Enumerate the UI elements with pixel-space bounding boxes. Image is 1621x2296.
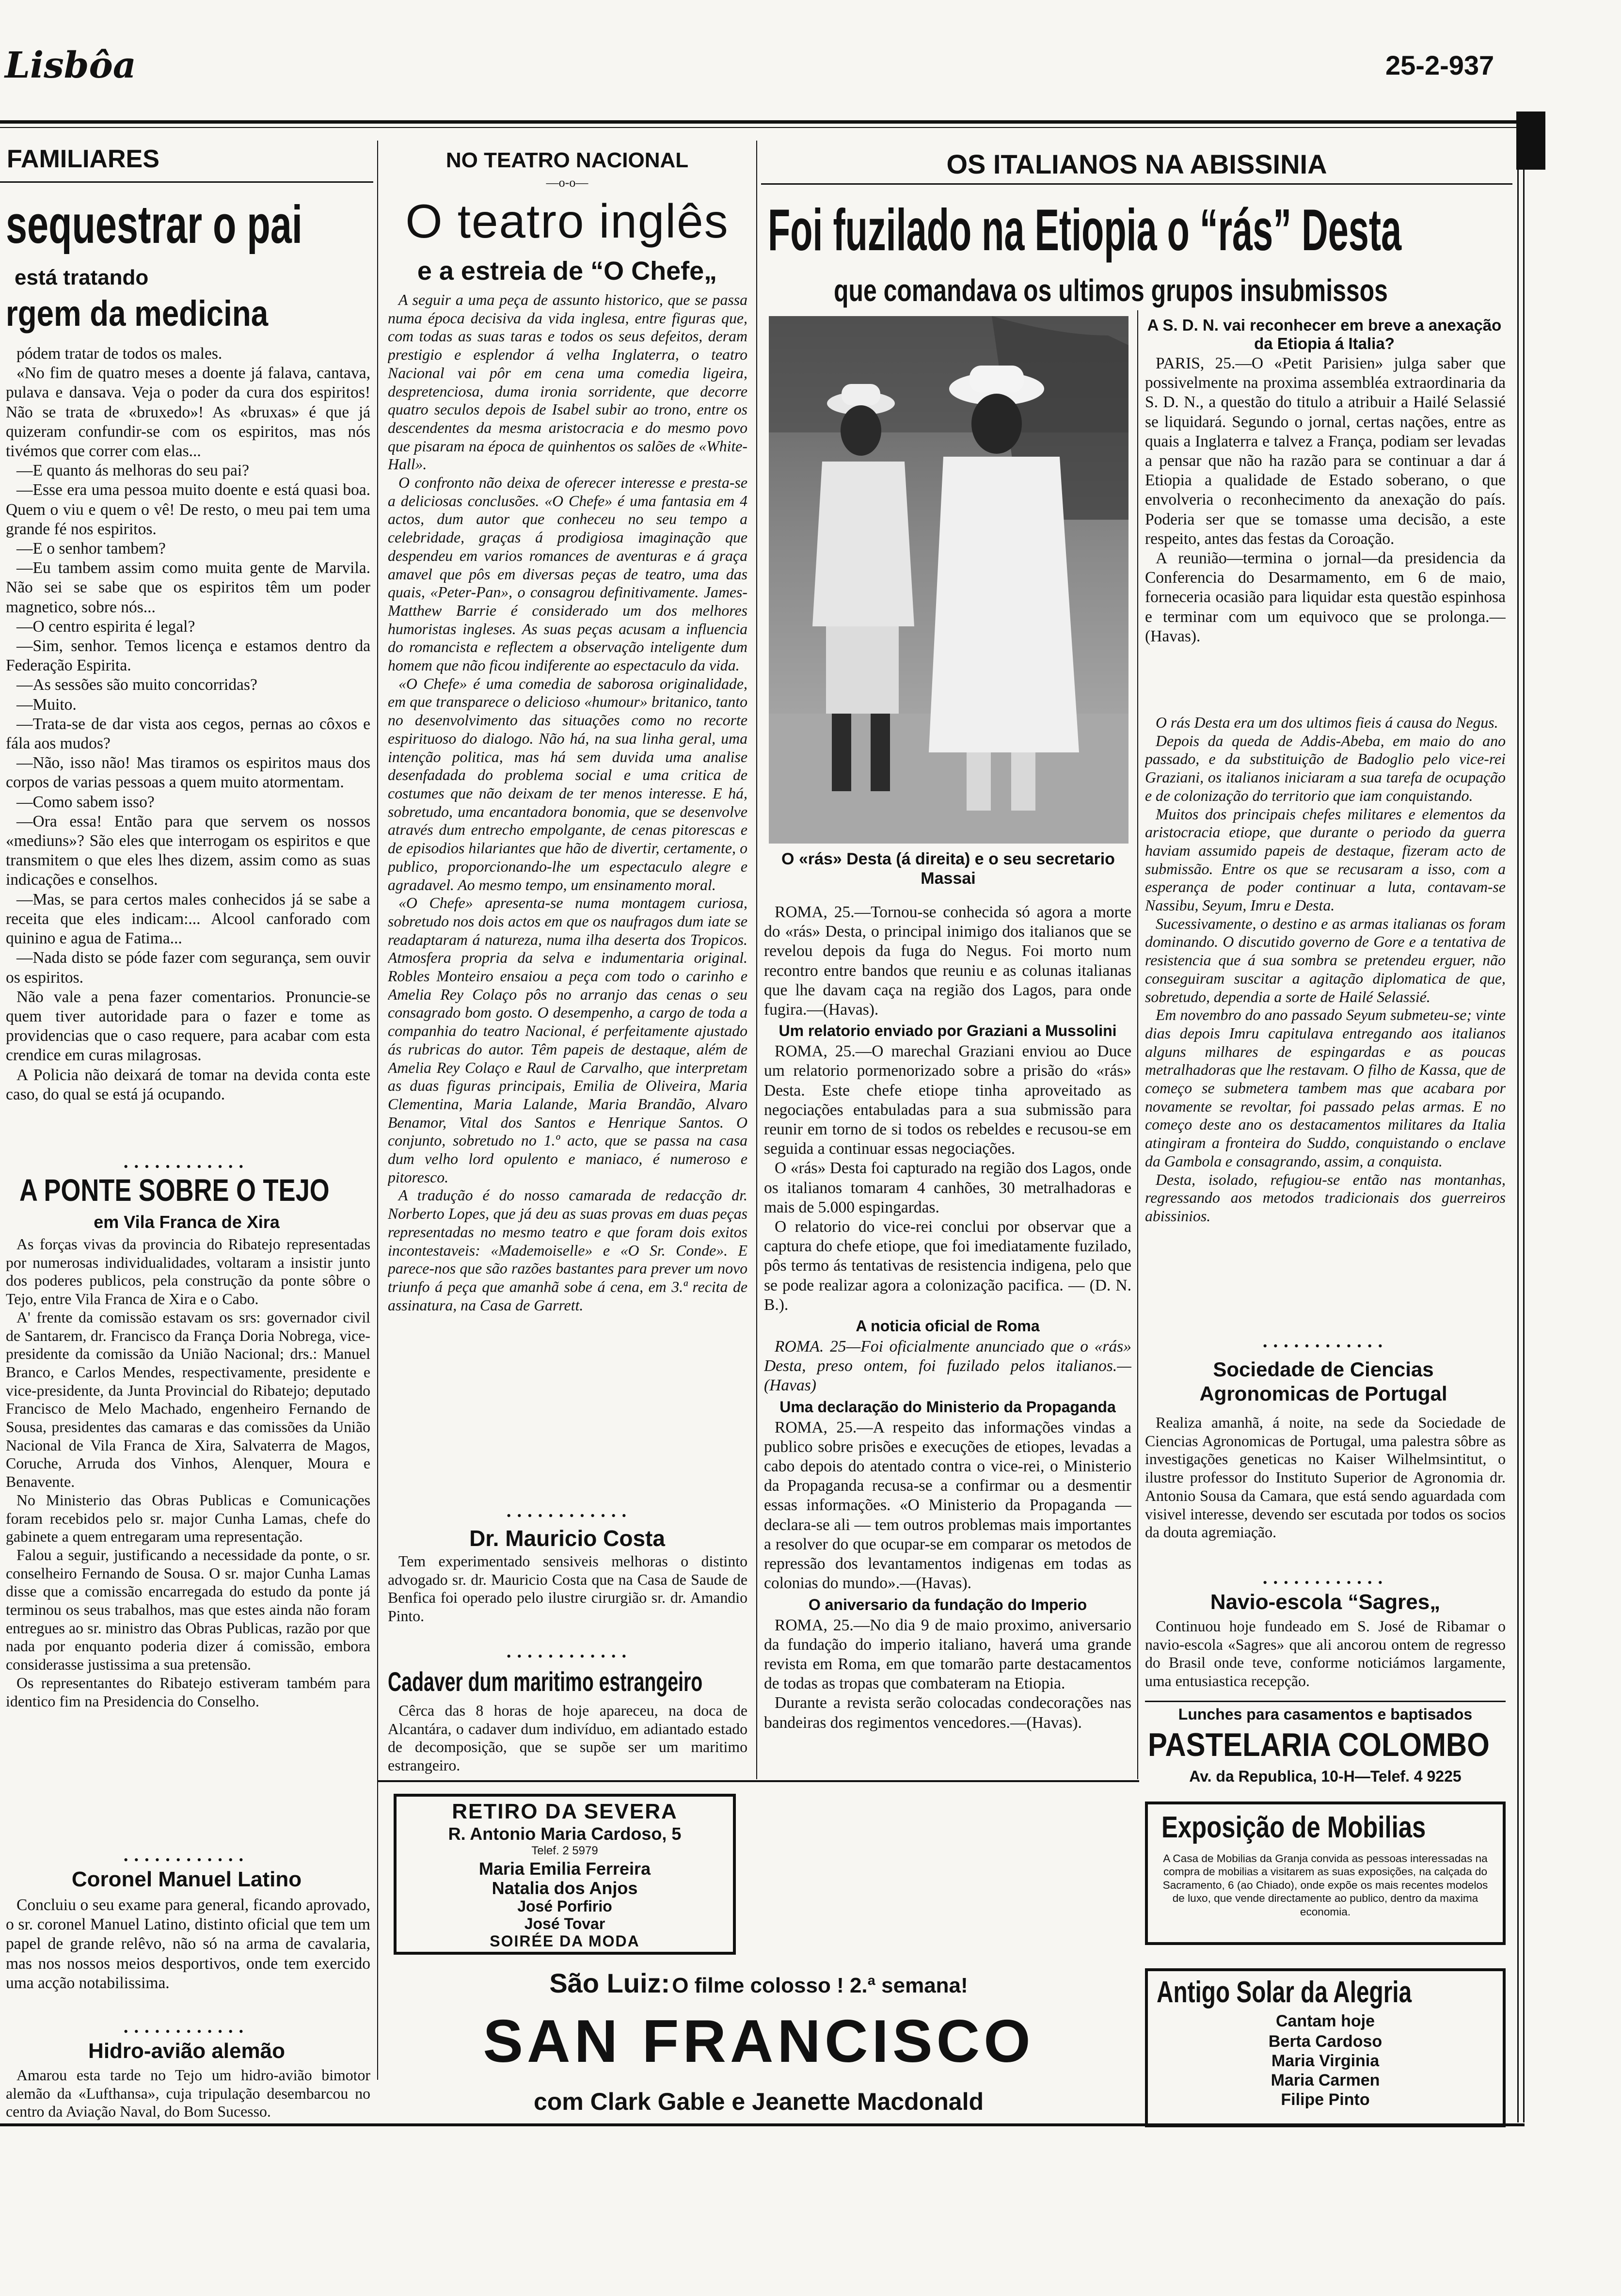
expo-title: Exposição de Mobilias: [1161, 1811, 1426, 1844]
paragraph: Em novembro do ano passado Seyum submeteu-se; vinte dias depois Imru capitulava entregando aos italianos alguns milhares de espingardas e as poucas metralhadoras que lhe restavam. O filho de Kassa, que de começo se submetera tambem mas que acabara por novamente se revoltar, foi passado pelas armas. E no começo deste ano os destacamentos militares da Italia atingiram a fronteira do Suddo, conquistando o enclave da Gambola e consagrando, assim, a conquista.: [1145, 1006, 1506, 1170]
ponte-title: A PONTE SOBRE O TEJO: [19, 1173, 330, 1208]
col-rule-1: [377, 141, 378, 2080]
paragraph: O «rás» Desta foi capturado na região dos Lagos, onde os italianos tomaram 4 canhões, 30 metralhadoras e mais de 5.000 espingardas.: [764, 1159, 1131, 1216]
subhead: Um relatorio enviado por Graziani a Mussolini: [779, 1022, 1117, 1040]
ornament: • • • • • • • • • • • •: [507, 1649, 628, 1663]
right-border-2: [1523, 120, 1525, 2122]
col2-subtitle: e a estreia de “O Chefe„: [417, 256, 717, 286]
ad-name: José Porfirio: [517, 1897, 612, 1915]
col3-subtitle: que comandava os ultimos grupos insubmissos: [834, 273, 1388, 308]
col4-head: A S. D. N. vai reconhecer em breve a anexação da Etiopia á Italia?: [1147, 316, 1502, 352]
col3-title: Foi fuzilado na Etiopia o “rás” Desta: [768, 197, 1402, 263]
solar-title: Antigo Solar da Alegria: [1157, 1976, 1412, 2009]
paragraph: Tem experimentado sensiveis melhoras o distinto advogado sr. dr. Mauricio Costa que na Casa de Saude de Benfica foi operado pelo ilustre cirurgião sr. dr. Amandio Pinto.: [388, 1553, 747, 1625]
paragraph: Continuou hoje fundeado em S. José de Ribamar o navio-escola «Sagres» que ali ancorou ontem de regresso do Brasil onde teve, conforme noticiámos largamente, uma entusiastica recepção.: [1145, 1618, 1506, 1690]
paragraph: —Muito.: [16, 695, 77, 714]
ornament: • • • • • • • • • • • •: [507, 1509, 628, 1523]
col3-article: [764, 903, 1131, 1780]
teatro-article: [388, 291, 747, 1513]
paragraph: Cêrca das 8 horas de hoje apareceu, na doca de Alcantára, o cadaver dum indivíduo, em adiantado estado de decomposição, que se supõe ser um maritimo estrangeiro.: [388, 1702, 747, 1774]
solar-title-wrap: [1157, 1975, 1488, 2009]
ornament: • • • • • • • • • • • •: [124, 1160, 245, 1174]
right-border: [1517, 120, 1519, 2122]
paragraph: —Esse era uma pessoa muito doente e está quasi boa. Quem o viu e quem o vê! De resto, o meu pai tem uma grande fé nos espiritos.: [6, 481, 370, 538]
col1-article: [6, 344, 370, 1168]
bottom-ad-title: SAN FRANCISCO: [483, 2008, 1034, 2075]
bottom-ad-rule: [378, 1780, 1139, 1782]
col4-italic-article: [1145, 714, 1506, 1339]
soc-article: [1145, 1414, 1506, 1574]
paragraph: «No fim de quatro meses a doente já falava, cantava, pulava e dansava. Veja o poder da cura dos espiritos! Não se trata de «bruxedo»! As «bruxas» é que já quizeram confundir-se com os espiritos, mas nós tivémos que correr com elas...: [6, 364, 370, 461]
ad-title: RETIRO DA SEVERA: [452, 1800, 678, 1823]
photo-ras-desta: [769, 316, 1128, 844]
paragraph: «O Chefe» apresenta-se numa montagem curiosa, sobretudo nos dois actos em que os naufragos dum iate se readaptaram á natureza, numa ilha deserta dos Tropicos. Atmosfera propria da selva e indumentaria original. Robles Monteiro ensaiou a peça com todo o carinho e Amelia Rey Colaço pôs no arranjo das cenas o seu consagrado bom gosto. O desempenho, a cargo de toda a companhia do teatro Nacional, é perfeitamente ajustado ás rubricas do autor. Têm papeis de destaque, além de Amelia Rey Colaço e Raul de Carvalho, que interpretam as duas figuras principais, Emilia de Oliveira, Maria Clementina, Maria Lalande, Maria Brandão, Alvaro Benamor, Vital dos Santos e Henrique Santos. O conjunto, sobretudo no 1.º acto, que se passa na casa dum velho lord opulento e maniaco, é numeroso e pitoresco.: [388, 894, 747, 1186]
paragraph: —Não, isso não! Mas tiramos os espiritos maus dos corpos de varias pessoas a quem muito atormentam.: [6, 754, 370, 792]
ponte-title-wrap: [19, 1172, 397, 1208]
col1-title: sequestrar o pai: [6, 195, 302, 255]
masthead-date: 25-2-937: [1385, 50, 1494, 80]
paragraph: —As sessões são muito concorridas?: [16, 676, 257, 694]
hidro-title: Hidro-avião alemão: [88, 2039, 285, 2063]
paragraph: ROMA, 25.—No dia 9 de maio proximo, aniversario da fundação do imperio italiano, haverá uma grande revista em Roma, em que tomarão parte destacamentos de todas as tropas que combateram na Etiopia.: [764, 1616, 1131, 1693]
expo-text: A Casa de Mobilias da Granja convida as pessoas interessadas na compra de mobilias a visitarem as suas exposições, na calçada do Sacramento, 6 (ao Chiado), onde expõe os mais recentes modelos de luxo, que vende directamente ao publico, dentro da maxima economia.: [1162, 1852, 1488, 1918]
ornament: • • • • • • • • • • • •: [1263, 1576, 1384, 1590]
bottom-ad-cast: com Clark Gable e Jeanette Macdonald: [533, 2088, 984, 2115]
paragraph: Sucessivamente, o destino e as armas italianas os foram dominando. O discutido governo de Gore e a tentativa de resistencia que á sua sombra se pretendeu erguer, não conseguiram suscitar a agitação diplomatica de que, sobretudo, dependia a sorte de Hailé Selassié.: [1145, 915, 1506, 1005]
ornament: • • • • • • • • • • • •: [124, 1853, 245, 1867]
rule: [761, 183, 1512, 185]
expo-title-wrap: [1161, 1810, 1484, 1845]
navio-article: [1145, 1617, 1506, 1695]
ad-name: Natalia dos Anjos: [492, 1878, 638, 1898]
bottom-ad-line1: [378, 1967, 1139, 1999]
col2-title: O teatro inglês: [405, 194, 729, 248]
solar-name: Maria Carmen: [1271, 2071, 1380, 2089]
col3-subtitle-wrap: [834, 272, 1544, 308]
paragraph: Amarou esta tarde no Tejo um hidro-avião bimotor alemão da «Lufthansa», cuja tripulação desembarcou no centro da Aviação Naval, do Bom Sucesso.: [6, 2067, 370, 2121]
paragraph: «O Chefe» é uma comedia de saborosa originalidade, em que transparece o delicioso «humour» britanico, tanto no desenvolvimento das situações como no recorte espirituoso do dialogo. Não há, na sua linha geral, uma intenção politica, mas há sem duvida uma analise desenfadada do problema social e uma critica de costumes que não deixam de ter menos interesse. E há, sobretudo, uma encantadora bonomia, que se desenvolve através dum entrecho empolgante, de cenas pitorescas e de episodios hilariantes que hão de divertir, certamente, o publico, proporcionando-lhe um espectaculo alegre e agradavel. Ao mesmo tempo, um ensinamento moral.: [388, 675, 747, 893]
paragraph: —Sim, senhor. Temos licença e estamos dentro da Federação Espirita.: [6, 637, 370, 675]
paragraph: ROMA, 25.—O marechal Graziani enviou ao Duce um relatorio pormenorizado sobre a prisão do «rás» Desta. Este chefe etiope tinha aproveitado as negociações entabuladas para a sua submissão para reunir em torno de si todos os rebeldes e recusou-se em seguida a continuar essas negociações.: [764, 1042, 1131, 1158]
solar-sub: Cantam hoje: [1275, 2012, 1375, 2030]
paragraph: ROMA, 25.—A respeito das informações vindas a publico sobre prisões e execuções de etiopes, levadas a cabo depois do atentado contra o vice-rei, o Ministerio da Propaganda recusa-se a confirmar ou a desmentir essas informações. «O Ministerio da Propaganda — declara-se ali — tem outros problemas mais importantes a resolver do que ocupar-se em comparar os metodos de repressão dos levantamentos indigenas em todas as colonias do mundo».—(Havas).: [764, 1418, 1131, 1593]
soc-title: Sociedade de Ciencias Agronomicas de Portugal: [1199, 1358, 1447, 1405]
ponte-article: [6, 1235, 370, 1868]
pastelaria-name: PASTELARIA COLOMBO: [1148, 1726, 1490, 1763]
ad-footer: SOIRÉE DA MODA: [490, 1932, 640, 1950]
masthead-paper: Lisbôa: [5, 45, 136, 86]
col1-subtitle2: rgem da medicina: [6, 293, 269, 334]
rule: [0, 181, 373, 183]
costa-title: Dr. Mauricio Costa: [469, 1526, 665, 1551]
paragraph: Realiza amanhã, á noite, na sede da Sociedade de Ciencias Agronomicas de Portugal, uma palestra sôbre as investigações geneticas no Kaiser Wilhelmsintitut, o ilustre professor do Instituto Superior de Agronomia dr. Antonio Sousa da Camara, que está sendo aguardada com visivel interesse, devendo ser escutada por todos os socios da douta agremiação.: [1145, 1414, 1506, 1541]
paragraph: Falou a seguir, justificando a necessidade da ponte, o sr. conselheiro Fernando de Sousa. O sr. major Cunha Lamas disse que a comissão encarregada do estudo da ponte já terminou os seus trabalhos, mas que estes ainda não foram entregues ao sr. ministro das Obras Publicas, razão por que nada por enquanto poderia dizer á comissão, embora considerasse justissima a sua pretensão.: [6, 1546, 370, 1674]
col3-title-wrap: [768, 196, 1621, 264]
col1-subtitle1: está tratando: [15, 266, 149, 289]
solar-name: Filipe Pinto: [1281, 2090, 1370, 2109]
paragraph: Muitos dos principais chefes militares e elementos da aristocracia etiope, que durante o periodo da guerra haviam assumido papeis de destaque, fizeram acto de submissão. Entre os que se recusaram a isso, com a esperança de poder continuar a luta, contavam-se Nassibu, Seyum, Imru e Desta.: [1145, 805, 1506, 914]
col1-subtitle2-wrap: [6, 293, 311, 334]
paragraph: A seguir a uma peça de assunto historico, que se passa numa época decisiva da vida inglesa, entre figuras que, com todas as suas taras e todos os seus defeitos, deram prestigio e esplendor á velha Inglaterra, o teatro Nacional vai pôr em cena uma comedia ligeira, despretenciosa, duma ironia sorridente, que decorre quatro seculos depois de Isabel subir ao trono, entre os descendentes da mesma aristocracia e do mesmo povo que pisaram na época de quinhentos os salões de «White-Hall».: [388, 291, 747, 473]
pastelaria-wrap: [1148, 1726, 1536, 1764]
lunch-line: Lunches para casamentos e baptisados: [1178, 1706, 1473, 1723]
col3-kicker: OS ITALIANOS NA ABISSINIA: [946, 149, 1327, 179]
cadaver-title: Cadaver dum maritimo estrangeiro: [388, 1666, 703, 1697]
rule: [1145, 1701, 1506, 1702]
paragraph: A' frente da comissão estavam os srs: governador civil de Santarem, dr. Francisco da França Doria Nobrega, vice-presidente da comissão da União Nacional; drs.: Manuel Branco, e Carlos Mendes, respectivamente, presidente e vice-presidente, da Junta Provincial do Ribatejo; deputado Francisco de Melo Machado, engenheiro Fernando de Sousa, presidentes das camaras e das comissões da União Nacional de Vila Franca de Xira, Salvaterra de Magos, Coruche, Arruda dos Vinhos, Alenquer, Moura e Benavente.: [6, 1308, 370, 1491]
ornament: • • • • • • • • • • • •: [124, 2025, 245, 2039]
paragraph: O confronto não deixa de oferecer interesse e presta-se a deliciosas conclusões. «O Chefe» é uma fantasia em 4 actos, dum autor que conheceu no seu tempo a celebridade, graças á prodigiosa imaginação que despendeu em varios romances de aventuras e á graça amavel que pôs em diversas peças de teatro, uma das quais, «Peter-Pan», o consagrou definitivamente. James-Matthew Barrie é considerado um dos melhores humoristas ingleses. As suas peças acusam a influencia do romancista e reflectem a observação inteligente dum homem que não ficou indiferente ao espectaculo da vida.: [388, 474, 747, 674]
solar-name: Berta Cardoso: [1268, 2032, 1383, 2051]
paragraph: A reunião—termina o jornal—da presidencia da Conferencia do Desarmamento, em 6 de maio, forneceria ocasião para liquidar esta questão espinhosa e terminar com um equivoco que se prolonga.—(Havas).: [1145, 549, 1506, 645]
paragraph: Não vale a pena fazer comentarios. Pronuncie-se quem tiver autoridade para o fazer e tome as providencias que o caso requere, para acabar com esta crendice em curas milagrosas.: [6, 988, 370, 1065]
paragraph: —Eu tambem assim como muita gente de Marvila. Não sei se sabe que os espiritos têm um poder magnetico, sobre nós...: [6, 559, 370, 616]
paragraph: As forças vivas da provincia do Ribatejo representadas por numerosas individualidades, voltaram a insistir junto dos poderes publicos, pela construção da ponte sôbre o Tejo, entre Vila Franca de Xira e o Cabo.: [6, 1236, 370, 1308]
ad-phone: Telef. 2 5979: [531, 1844, 598, 1857]
paragraph: —O centro espirita é legal?: [16, 617, 195, 636]
paragraph: —Como sabem isso?: [16, 793, 155, 811]
cadaver-article: [388, 1702, 747, 1789]
pastelaria-address: Av. da Republica, 10-H—Telef. 4 9225: [1189, 1768, 1462, 1785]
bottom-ad-theatre: São Luiz:: [549, 1968, 670, 1998]
ad-address: R. Antonio Maria Cardoso, 5: [448, 1824, 682, 1844]
navio-title: Navio-escola “Sagres„: [1210, 1590, 1441, 1614]
section-label: FAMILIARES: [7, 145, 159, 173]
paragraph: ROMA, 25.—Tornou-se conhecida só agora a morte do «rás» Desta, o principal inimigo dos italianos que se revelou depois da fuga do Negus. Foi morto num recontro entre bandos que reuniu e as colunas italianas que lhe davam caça na região dos Lagos, para onde fugira.—(Havas).: [764, 903, 1131, 1019]
col-rule-3: [1137, 310, 1138, 1779]
paragraph: —Ora essa! Então para que servem os nossos «mediuns»? São eles que interrogam os espiritos e que transmitem o que eles lhes dizem, assim como as suas indicações e conselhos.: [6, 812, 370, 889]
paragraph: Concluiu o seu exame para general, ficando aprovado, o sr. coronel Manuel Latino, distinto oficial que tem um papel de grande relêvo, não só na arma de cavalaria, mas nos nossos meios desportivos, onde tem exercido uma acção notabilissima.: [6, 1896, 370, 1992]
bottom-ad-tagline: O filme colosso ! 2.ª semana!: [672, 1974, 968, 1997]
paragraph: —Trata-se de dar vista aos cegos, pernas ao côxos e fála aos mudos?: [6, 715, 370, 753]
solar-name: Maria Virginia: [1271, 2052, 1380, 2070]
header-rule: [0, 120, 1542, 124]
subhead: Uma declaração do Ministerio da Propaganda: [779, 1398, 1116, 1416]
paragraph: pódem tratar de todos os males.: [16, 345, 222, 363]
paragraph: —E o senhor tambem?: [16, 540, 166, 558]
col2-kicker: NO TEATRO NACIONAL: [445, 148, 689, 172]
ad-name: Maria Emilia Ferreira: [478, 1859, 651, 1879]
paragraph: Os representantes do Ribatejo estiveram também para identico fim na Presidencia do Conselho.: [6, 1674, 370, 1710]
paragraph: O rás Desta era um dos ultimos fieis á causa do Negus.: [1156, 714, 1498, 731]
paragraph: —E quanto ás melhoras do seu pai?: [16, 462, 250, 480]
paragraph: PARIS, 25.—O «Petit Parisien» julga saber que possivelmente na proxima assembléa extraordinaria da S. D. N., a questão do titulo a atribuir a Hailé Selassié se liquidará. Segundo o jornal, certas nações, entre as quais a Inglaterra e talvez a França, podiam ser levadas a pensar que não ha razão para se continuar a dar á Etiopia a qualidade de Estado soberano, o que envolveria o reconhecimento da anexação do país. Poderia ser que se tomasse uma decisão, a este respeito, antes das festas da Coroação.: [1145, 354, 1506, 548]
edge-bar: [1516, 112, 1545, 170]
paragraph: A tradução é do nosso camarada de redacção dr. Norberto Lopes, que já deu as suas provas em duas peças representadas no mesmo teatro e que foram dois exitos incontestaveis: «Mademoiselle» e «O Sr. Conde». E parece-nos que são razões bastantes para prever um novo triunfo á peça que amanhã sobe á cena, em 3.ª recita de assinatura, na Casa de Garrett.: [388, 1187, 747, 1314]
paragraph: ROMA. 25—Foi oficialmente anunciado que o «rás» Desta, preso ontem, foi fuzilado pelos italianos.—(Havas): [764, 1338, 1131, 1395]
col1-title-wrap: [6, 194, 418, 255]
paragraph: Durante a revista serão colocadas condecorações nas bandeiras dos regimentos vencedores.—(Havas).: [764, 1694, 1131, 1732]
paragraph: —Nada disto se póde fazer com segurança, sem ouvir os espiritos.: [6, 949, 370, 987]
ornament: • • • • • • • • • • • •: [1263, 1339, 1384, 1353]
header-rule-thin: [0, 127, 1542, 128]
footer-rule: [0, 2123, 1525, 2126]
paragraph: Desta, isolado, refugiou-se então nas montanhas, regressando aos metodos tradicionais dos guerreiros abissinios.: [1145, 1171, 1506, 1225]
subhead: A noticia oficial de Roma: [856, 1317, 1040, 1335]
paragraph: —Mas, se para certos males conhecidos já se sabe a receita que eles indicam:... Alcool canforado com quinino e agua de Fatima...: [6, 890, 370, 948]
col2-kicker-ornament: —o-o—: [546, 175, 588, 190]
col4-article: [1145, 354, 1506, 708]
ponte-subtitle: em Vila Franca de Xira: [94, 1212, 280, 1232]
hidro-article: [6, 2066, 370, 2124]
photo-caption: O «rás» Desta (á direita) e o seu secretario Massai: [781, 850, 1115, 888]
paragraph: Depois da queda de Addis-Abeba, em maio do ano passado, e da substituição de Badoglio pelo vice-rei Graziani, os italianos iniciaram a sua tarefa de ocupação e de colonização do territorio que iam conquistando.: [1145, 732, 1506, 804]
subhead: O aniversario da fundação do Imperio: [808, 1595, 1087, 1613]
paragraph: No Ministerio das Obras Publicas e Comunicações foram recebidos pelo sr. major Cunha Lamas, chefe do gabinete a quem entregaram uma representação.: [6, 1491, 370, 1546]
paragraph: O relatorio do vice-rei conclui por observar que a captura do chefe etiope, que foi imediatamente fuzilado, pôs termo ás tentativas de resistencia indigena, pelo que se pode realizar agora a colonização pacifica. — (D. N. B.).: [764, 1218, 1131, 1314]
col-rule-2: [756, 141, 757, 1779]
paragraph: A Policia não deixará de tomar na devida conta este caso, do qual se está já ocupando.: [6, 1066, 370, 1103]
ad-name: José Tovar: [524, 1915, 605, 1932]
coronel-title: Coronel Manuel Latino: [71, 1867, 302, 1891]
